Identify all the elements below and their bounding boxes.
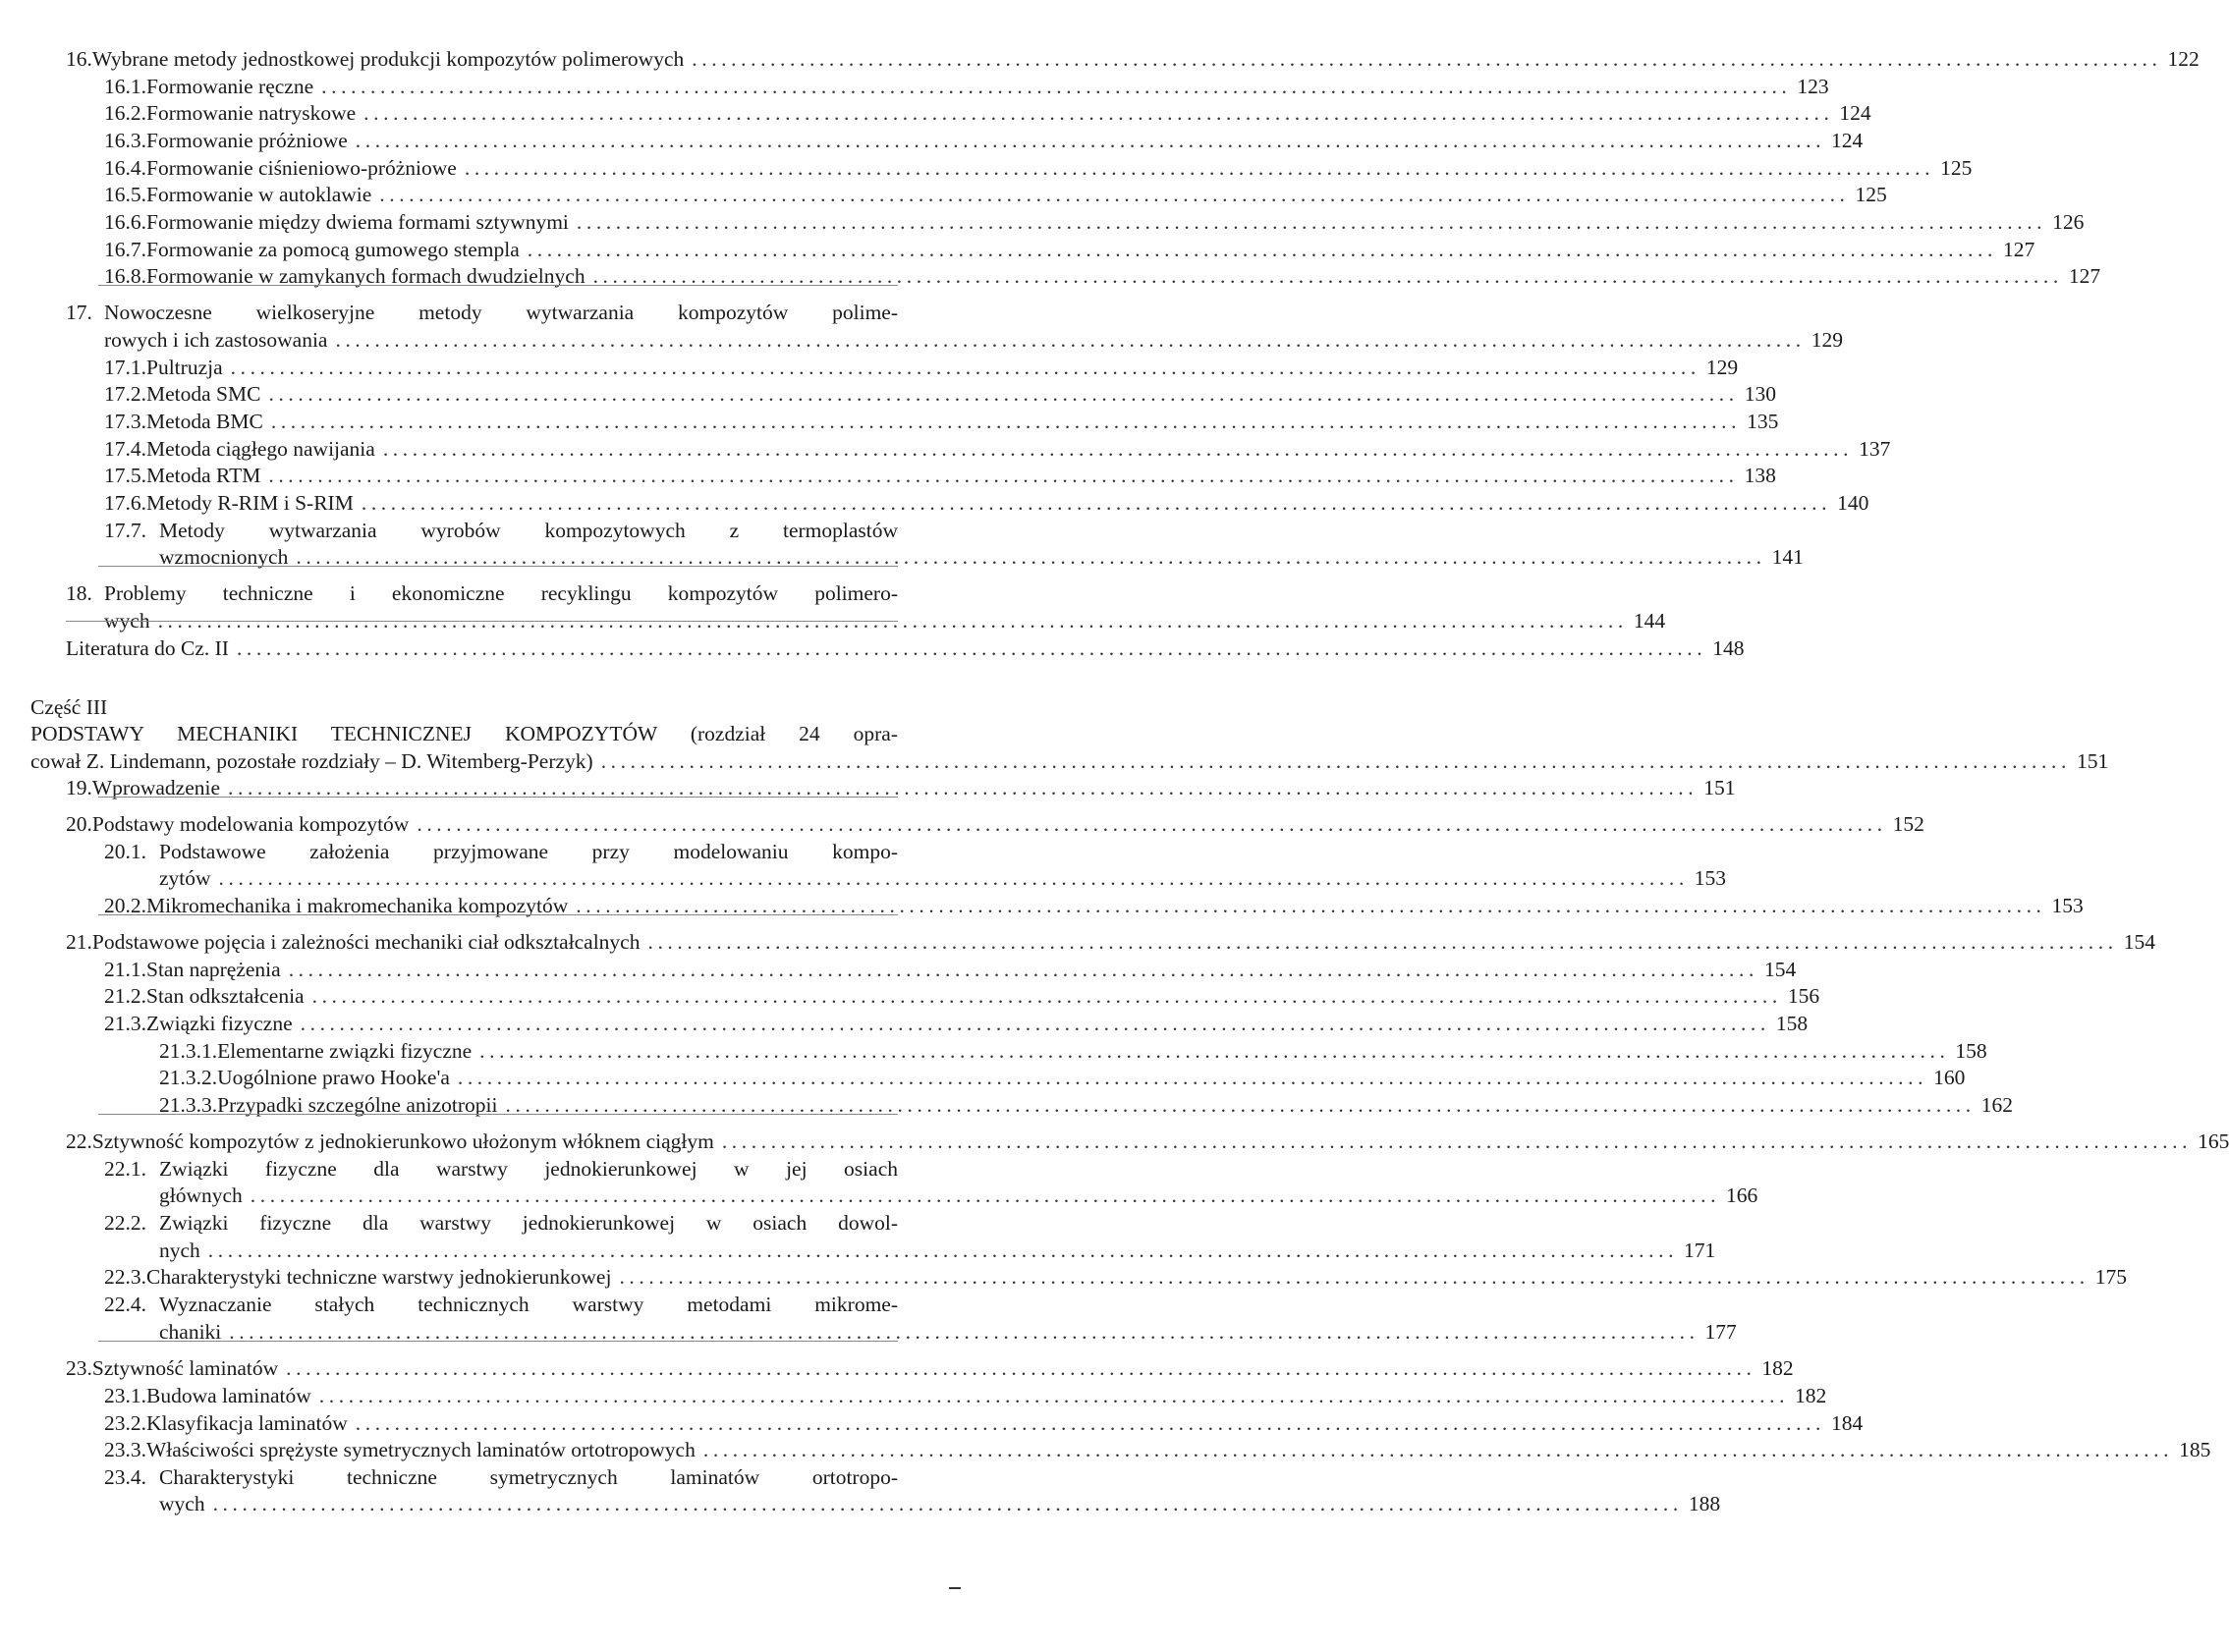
toc-page-number: 182 bbox=[1761, 1356, 1794, 1380]
toc-entry-title-line1: Wyznaczanie stałych technicznych warstwy metodami mikrome- bbox=[159, 1293, 898, 1316]
toc-entry-title: Formowanie ciśnieniowo-próżniowe bbox=[146, 156, 457, 180]
toc-entry-number: 23.1. bbox=[104, 1384, 146, 1407]
toc-entry-number: 20. bbox=[66, 812, 92, 836]
toc-page-number: 138 bbox=[1744, 464, 1776, 487]
leader-dots: ...................................................................................................................................................... bbox=[363, 101, 1834, 125]
toc-entry-number: 21.1. bbox=[104, 958, 146, 981]
toc-entry-title: Podstawowe pojęcia i zależności mechaniki ciał odkształcalnych bbox=[91, 930, 641, 954]
toc-entry[interactable] bbox=[159, 1037, 1987, 1065]
toc-entry-number: 16.3. bbox=[104, 129, 146, 152]
toc-entry-number: 23. bbox=[66, 1356, 92, 1380]
toc-page-number: 127 bbox=[2003, 238, 2035, 261]
toc-entry[interactable] bbox=[66, 45, 2200, 73]
leader-dots: ...................................................................................................................................................... bbox=[300, 1012, 1770, 1035]
toc-entry[interactable] bbox=[66, 928, 2155, 956]
leader-dots: ...................................................................................................................................................... bbox=[382, 437, 1854, 461]
toc-entry-number: 20.2. bbox=[104, 894, 146, 917]
toc-entry-number: 17. bbox=[66, 301, 92, 324]
toc-entry-number: 18. bbox=[66, 581, 92, 605]
toc-entry-title: Elementarne związki fizyczne bbox=[217, 1039, 473, 1063]
leader-dots: ...................................................................................................................................................... bbox=[527, 238, 1997, 261]
leader-dots: ...................................................................................................................................................... bbox=[464, 156, 1935, 180]
toc-entry-title: Przypadki szczególne anizotropii bbox=[217, 1093, 498, 1117]
toc-entry[interactable] bbox=[104, 435, 1891, 463]
toc-entry[interactable] bbox=[66, 810, 1924, 838]
leader-dots: ...................................................................................................................................................... bbox=[619, 1265, 2090, 1289]
toc-entry-number: 21.2. bbox=[104, 984, 146, 1008]
toc-entry-title: Metody R-RIM i S-RIM bbox=[146, 491, 354, 515]
toc-entry-title: wych bbox=[104, 609, 150, 633]
toc-page-number: 160 bbox=[1933, 1066, 1966, 1089]
toc-entry[interactable] bbox=[66, 1354, 1794, 1382]
toc-entry-number: 21.3. bbox=[104, 1012, 146, 1035]
leader-dots: ...................................................................................................................................................... bbox=[592, 264, 2063, 288]
leader-dots: ...................................................................................................................................................... bbox=[355, 1411, 1826, 1435]
toc-page-number: 166 bbox=[1726, 1184, 1758, 1207]
leader-dots: ...................................................................................................................................................... bbox=[218, 866, 1689, 890]
toc-entry[interactable] bbox=[104, 1010, 1809, 1037]
toc-entry[interactable] bbox=[104, 956, 1797, 983]
leader-dots: ...................................................................................................................................................... bbox=[457, 1066, 1928, 1089]
toc-entry-title: głównych bbox=[159, 1184, 243, 1207]
toc-entry-number: 16.4. bbox=[104, 156, 146, 180]
toc-entry-number: 17.1. bbox=[104, 356, 146, 379]
leader-dots: ...................................................................................................................................................... bbox=[647, 930, 2118, 954]
toc-entry-title: Podstawy modelowania kompozytów bbox=[91, 812, 410, 836]
leader-dots: ...................................................................................................................................................... bbox=[230, 356, 1700, 379]
toc-entry-number: 16.1. bbox=[104, 75, 146, 98]
leader-dots: ...................................................................................................................................................... bbox=[318, 1384, 1790, 1407]
toc-entry[interactable] bbox=[104, 982, 1820, 1010]
toc-entry-title: Metoda BMC bbox=[146, 410, 263, 433]
toc-entry[interactable] bbox=[159, 1064, 1966, 1091]
toc-entry-title: chaniki bbox=[159, 1320, 222, 1344]
toc-page-number: 127 bbox=[2068, 264, 2101, 288]
toc-page-number: 124 bbox=[1831, 129, 1864, 152]
toc-entry-number: 22.2. bbox=[104, 1211, 146, 1235]
leader-dots: ...................................................................................................................................................... bbox=[212, 1492, 1683, 1515]
toc-entry-title: Związki fizyczne bbox=[146, 1012, 293, 1035]
toc-page-number: 126 bbox=[2052, 210, 2085, 234]
toc-entry[interactable] bbox=[66, 634, 1745, 662]
toc-entry-number: 17.2. bbox=[104, 382, 146, 406]
toc-entry-title: Właściwości sprężyste symetrycznych laminatów ortotropowych bbox=[146, 1438, 696, 1461]
toc-entry[interactable] bbox=[104, 1263, 2127, 1291]
toc-entry-number: 16.6. bbox=[104, 210, 146, 234]
toc-page-number: 184 bbox=[1831, 1411, 1864, 1435]
toc-entry-title-line1: Podstawowe założenia przyjmowane przy modelowaniu kompo- bbox=[159, 840, 898, 863]
toc-entry-title: nych bbox=[159, 1239, 200, 1262]
leader-dots: ...................................................................................................................................................... bbox=[157, 609, 1628, 633]
toc-page-number: 171 bbox=[1684, 1239, 1716, 1262]
toc-entry-title: Metoda RTM bbox=[146, 464, 261, 487]
toc-entry-title: Pultruzja bbox=[146, 356, 223, 379]
leader-dots: ...................................................................................................................................................... bbox=[702, 1438, 2174, 1461]
toc-page-number: 151 bbox=[2076, 749, 2109, 773]
toc-entry[interactable] bbox=[104, 1436, 2211, 1463]
section-divider bbox=[98, 914, 898, 915]
toc-entry-title: Stan naprężenia bbox=[146, 958, 281, 981]
toc-entry-title: wzmocnionych bbox=[159, 545, 289, 569]
leader-dots: ...................................................................................................................................................... bbox=[321, 75, 1792, 98]
toc-entry-number: 16.5. bbox=[104, 183, 146, 206]
leader-dots: ...................................................................................................................................................... bbox=[207, 1239, 1679, 1262]
toc-page-number: 188 bbox=[1688, 1492, 1721, 1515]
toc-entry-title-line1: Nowoczesne wielkoseryjne metody wytwarzania kompozytów polime- bbox=[104, 301, 898, 324]
toc-page-number: 140 bbox=[1837, 491, 1869, 515]
toc-entry-number: 21.3.1. bbox=[159, 1039, 218, 1063]
toc-entry-number: 23.4. bbox=[104, 1465, 146, 1489]
leader-dots: ...................................................................................................................................................... bbox=[250, 1184, 1721, 1207]
toc-entry-number: 19. bbox=[66, 776, 92, 799]
toc-entry-title-line1: Problemy techniczne i ekonomiczne recyklingu kompozytów polimero- bbox=[104, 581, 898, 605]
toc-page-number: 125 bbox=[1855, 183, 1887, 206]
leader-dots: ...................................................................................................................................................... bbox=[296, 545, 1766, 569]
toc-entry-number: 22.4. bbox=[104, 1293, 146, 1316]
toc-page-number: 158 bbox=[1775, 1012, 1809, 1035]
toc-page-number: 153 bbox=[1694, 866, 1727, 890]
leader-dots: ...................................................................................................................................................... bbox=[692, 47, 2162, 71]
toc-page-number: 148 bbox=[1712, 636, 1745, 660]
toc-page-number: 165 bbox=[2198, 1129, 2229, 1153]
leader-dots: ...................................................................................................................................................... bbox=[721, 1129, 2193, 1153]
toc-entry-title: rowych i ich zastosowania bbox=[104, 328, 328, 352]
leader-dots: ...................................................................................................................................................... bbox=[228, 776, 1699, 799]
leader-dots: ...................................................................................................................................................... bbox=[576, 210, 2047, 234]
toc-entry-number: 17.7. bbox=[104, 519, 146, 542]
leader-dots: ...................................................................................................................................................... bbox=[355, 129, 1826, 152]
section-divider bbox=[98, 566, 898, 567]
toc-entry-title: Formowanie za pomocą gumowego stempla bbox=[146, 238, 520, 261]
leader-dots: ...................................................................................................................................................... bbox=[335, 328, 1806, 352]
toc-entry-number: 23.2. bbox=[104, 1411, 146, 1435]
toc-page-number: 122 bbox=[2167, 47, 2200, 71]
toc-page-number: 152 bbox=[1892, 812, 1924, 836]
toc-entry-title: Formowanie w zamykanych formach dwudzielnych bbox=[146, 264, 585, 288]
section-divider bbox=[98, 797, 898, 798]
toc-entry-title-line1: Związki fizyczne dla warstwy jednokierunkowej w jej osiach bbox=[159, 1157, 898, 1181]
toc-page-number: 144 bbox=[1633, 609, 1666, 633]
toc-entry-number: 20.1. bbox=[104, 840, 146, 863]
toc-entry-number: 22. bbox=[66, 1129, 92, 1153]
toc-page-number: 141 bbox=[1771, 545, 1804, 569]
toc-entry[interactable] bbox=[159, 1490, 1721, 1517]
section-divider bbox=[98, 285, 898, 286]
toc-entry-title: Sztywność kompozytów z jednokierunkowo ułożonym włóknem ciągłym bbox=[91, 1129, 714, 1153]
leader-dots: ...................................................................................................................................................... bbox=[270, 410, 1742, 433]
toc-entry[interactable] bbox=[104, 354, 1739, 381]
toc-entry-number: 16.2. bbox=[104, 101, 146, 125]
toc-entry-title: Formowanie próżniowe bbox=[146, 129, 348, 152]
toc-page-number: 175 bbox=[2094, 1265, 2127, 1289]
toc-entry-title: Uogólnione prawo Hooke'a bbox=[217, 1066, 450, 1089]
leader-dots: ...................................................................................................................................................... bbox=[288, 958, 1758, 981]
toc-page-number: 123 bbox=[1797, 75, 1829, 98]
toc-page-number: 158 bbox=[1955, 1039, 1987, 1063]
leader-dots: ...................................................................................................................................................... bbox=[361, 491, 1832, 515]
toc-entry-title: Sztywność laminatów bbox=[91, 1356, 279, 1380]
toc-page-number: 130 bbox=[1744, 382, 1776, 406]
leader-dots: ...................................................................................................................................................... bbox=[229, 1320, 1700, 1344]
toc-entry-number: 22.1. bbox=[104, 1157, 146, 1181]
toc-entry-number: 17.3. bbox=[104, 410, 146, 433]
toc-entry-number: 17.6. bbox=[104, 491, 146, 515]
toc-entry-number: 21.3.2. bbox=[159, 1066, 218, 1089]
toc-page-number: 129 bbox=[1811, 328, 1843, 352]
toc-entry[interactable] bbox=[104, 462, 1776, 489]
toc-page-number: 125 bbox=[1940, 156, 1973, 180]
toc-entry[interactable] bbox=[104, 236, 2035, 263]
toc-entry-number: 23.3. bbox=[104, 1438, 146, 1461]
toc-entry-title: Metoda ciągłego nawijania bbox=[146, 437, 375, 461]
toc-page-number: 137 bbox=[1859, 437, 1891, 461]
toc-entry-number: 21.3.3. bbox=[159, 1093, 218, 1117]
toc-entry-title: Klasyfikacja laminatów bbox=[146, 1411, 348, 1435]
toc-entry[interactable] bbox=[104, 99, 1871, 127]
leader-dots: ...................................................................................................................................................... bbox=[600, 749, 2071, 773]
section-divider bbox=[66, 621, 898, 622]
toc-entry-title: Formowanie natryskowe bbox=[146, 101, 357, 125]
toc-page-number: 177 bbox=[1704, 1320, 1737, 1344]
toc-entry-title-line1: Metody wytwarzania wyrobów kompozytowych z termoplastów bbox=[159, 519, 898, 542]
toc-entry[interactable] bbox=[104, 489, 1869, 517]
toc-entry-title: Mikromechanika i makromechanika kompozytów bbox=[146, 894, 569, 917]
leader-dots: ...................................................................................................................................................... bbox=[268, 464, 1739, 487]
leader-dots: ...................................................................................................................................................... bbox=[417, 812, 1887, 836]
leader-dots: ...................................................................................................................................................... bbox=[311, 984, 1782, 1008]
toc-page-number: 156 bbox=[1787, 984, 1820, 1008]
toc-entry-title: Formowanie w autoklawie bbox=[146, 183, 372, 206]
toc-entry-number: 17.4. bbox=[104, 437, 146, 461]
part-heading: Część III bbox=[30, 695, 108, 719]
toc-entry-number: 21. bbox=[66, 930, 92, 954]
margin-mark bbox=[949, 1587, 961, 1589]
toc-entry-title: Metoda SMC bbox=[146, 382, 261, 406]
toc-page-number: 162 bbox=[1980, 1093, 2013, 1117]
toc-page-number: 154 bbox=[1763, 958, 1797, 981]
toc-entry[interactable] bbox=[104, 181, 1887, 208]
toc-entry-number: 16.8. bbox=[104, 264, 146, 288]
section-divider bbox=[98, 1114, 898, 1115]
leader-dots: ...................................................................................................................................................... bbox=[479, 1039, 1950, 1063]
toc-entry[interactable] bbox=[104, 73, 1829, 100]
part-title-entry[interactable] bbox=[30, 747, 2109, 775]
toc-page-number: 124 bbox=[1839, 101, 1871, 125]
leader-dots: ...................................................................................................................................................... bbox=[286, 1356, 1756, 1380]
leader-dots: ...................................................................................................................................................... bbox=[236, 636, 1707, 660]
leader-dots: ...................................................................................................................................................... bbox=[379, 183, 1850, 206]
toc-page-number: 135 bbox=[1747, 410, 1779, 433]
toc-entry-title: Wybrane metody jednostkowej produkcji kompozytów polimerowych bbox=[91, 47, 685, 71]
toc-entry[interactable] bbox=[104, 127, 1864, 154]
toc-entry[interactable] bbox=[104, 208, 2085, 236]
toc-entry[interactable] bbox=[159, 864, 1727, 892]
toc-page-number: 153 bbox=[2051, 894, 2084, 917]
toc-entry-title-line1: Charakterystyki techniczne symetrycznych laminatów ortotropo- bbox=[159, 1465, 898, 1489]
toc-entry-title: wych bbox=[159, 1492, 205, 1515]
toc-entry-title: Formowanie ręczne bbox=[146, 75, 314, 98]
toc-entry[interactable] bbox=[159, 1182, 1758, 1209]
leader-dots: ...................................................................................................................................................... bbox=[505, 1093, 1976, 1117]
toc-entry[interactable] bbox=[104, 380, 1776, 408]
toc-page-number: 129 bbox=[1705, 356, 1739, 379]
toc-entry[interactable] bbox=[66, 1128, 2229, 1155]
toc-entry-number: 16. bbox=[66, 47, 92, 71]
toc-entry-title: Literatura do Cz. II bbox=[66, 636, 229, 660]
toc-entry-title: Wprowadzenie bbox=[91, 776, 220, 799]
toc-entry-number: 22.3. bbox=[104, 1265, 146, 1289]
leader-dots: ...................................................................................................................................................... bbox=[576, 894, 2046, 917]
toc-entry[interactable] bbox=[104, 408, 1779, 435]
toc-entry-number: 16.7. bbox=[104, 238, 146, 261]
toc-entry-title: Charakterystyki techniczne warstwy jednokierunkowej bbox=[146, 1265, 612, 1289]
toc-entry-title-line1: Związki fizyczne dla warstwy jednokierunkowej w osiach dowol- bbox=[159, 1211, 898, 1235]
toc-entry-number: 17.5. bbox=[104, 464, 146, 487]
toc-entry[interactable] bbox=[104, 154, 1973, 182]
toc-entry[interactable] bbox=[104, 1409, 1864, 1437]
leader-dots: ...................................................................................................................................................... bbox=[268, 382, 1739, 406]
toc-page-number: 182 bbox=[1795, 1384, 1827, 1407]
toc-entry-title: Budowa laminatów bbox=[146, 1384, 311, 1407]
part-title-line2: cował Z. Lindemann, pozostałe rozdziały – D. Witemberg-Perzyk) bbox=[30, 749, 593, 773]
toc-entry-title: Formowanie między dwiema formami sztywnymi bbox=[146, 210, 569, 234]
toc-entry[interactable] bbox=[159, 1237, 1716, 1264]
toc-entry-title: Stan odkształcenia bbox=[146, 984, 305, 1008]
section-divider bbox=[98, 1341, 898, 1342]
toc-entry-title: zytów bbox=[159, 866, 211, 890]
toc-entry[interactable] bbox=[104, 1382, 1827, 1409]
toc-page-number: 154 bbox=[2123, 930, 2155, 954]
toc-entry[interactable] bbox=[104, 326, 1843, 354]
toc-page-number: 185 bbox=[2179, 1438, 2211, 1461]
part-title-line1: PODSTAWY MECHANIKI TECHNICZNEJ KOMPOZYTÓW (rozdział 24 opra- bbox=[30, 722, 898, 745]
toc-page-number: 151 bbox=[1703, 776, 1736, 799]
